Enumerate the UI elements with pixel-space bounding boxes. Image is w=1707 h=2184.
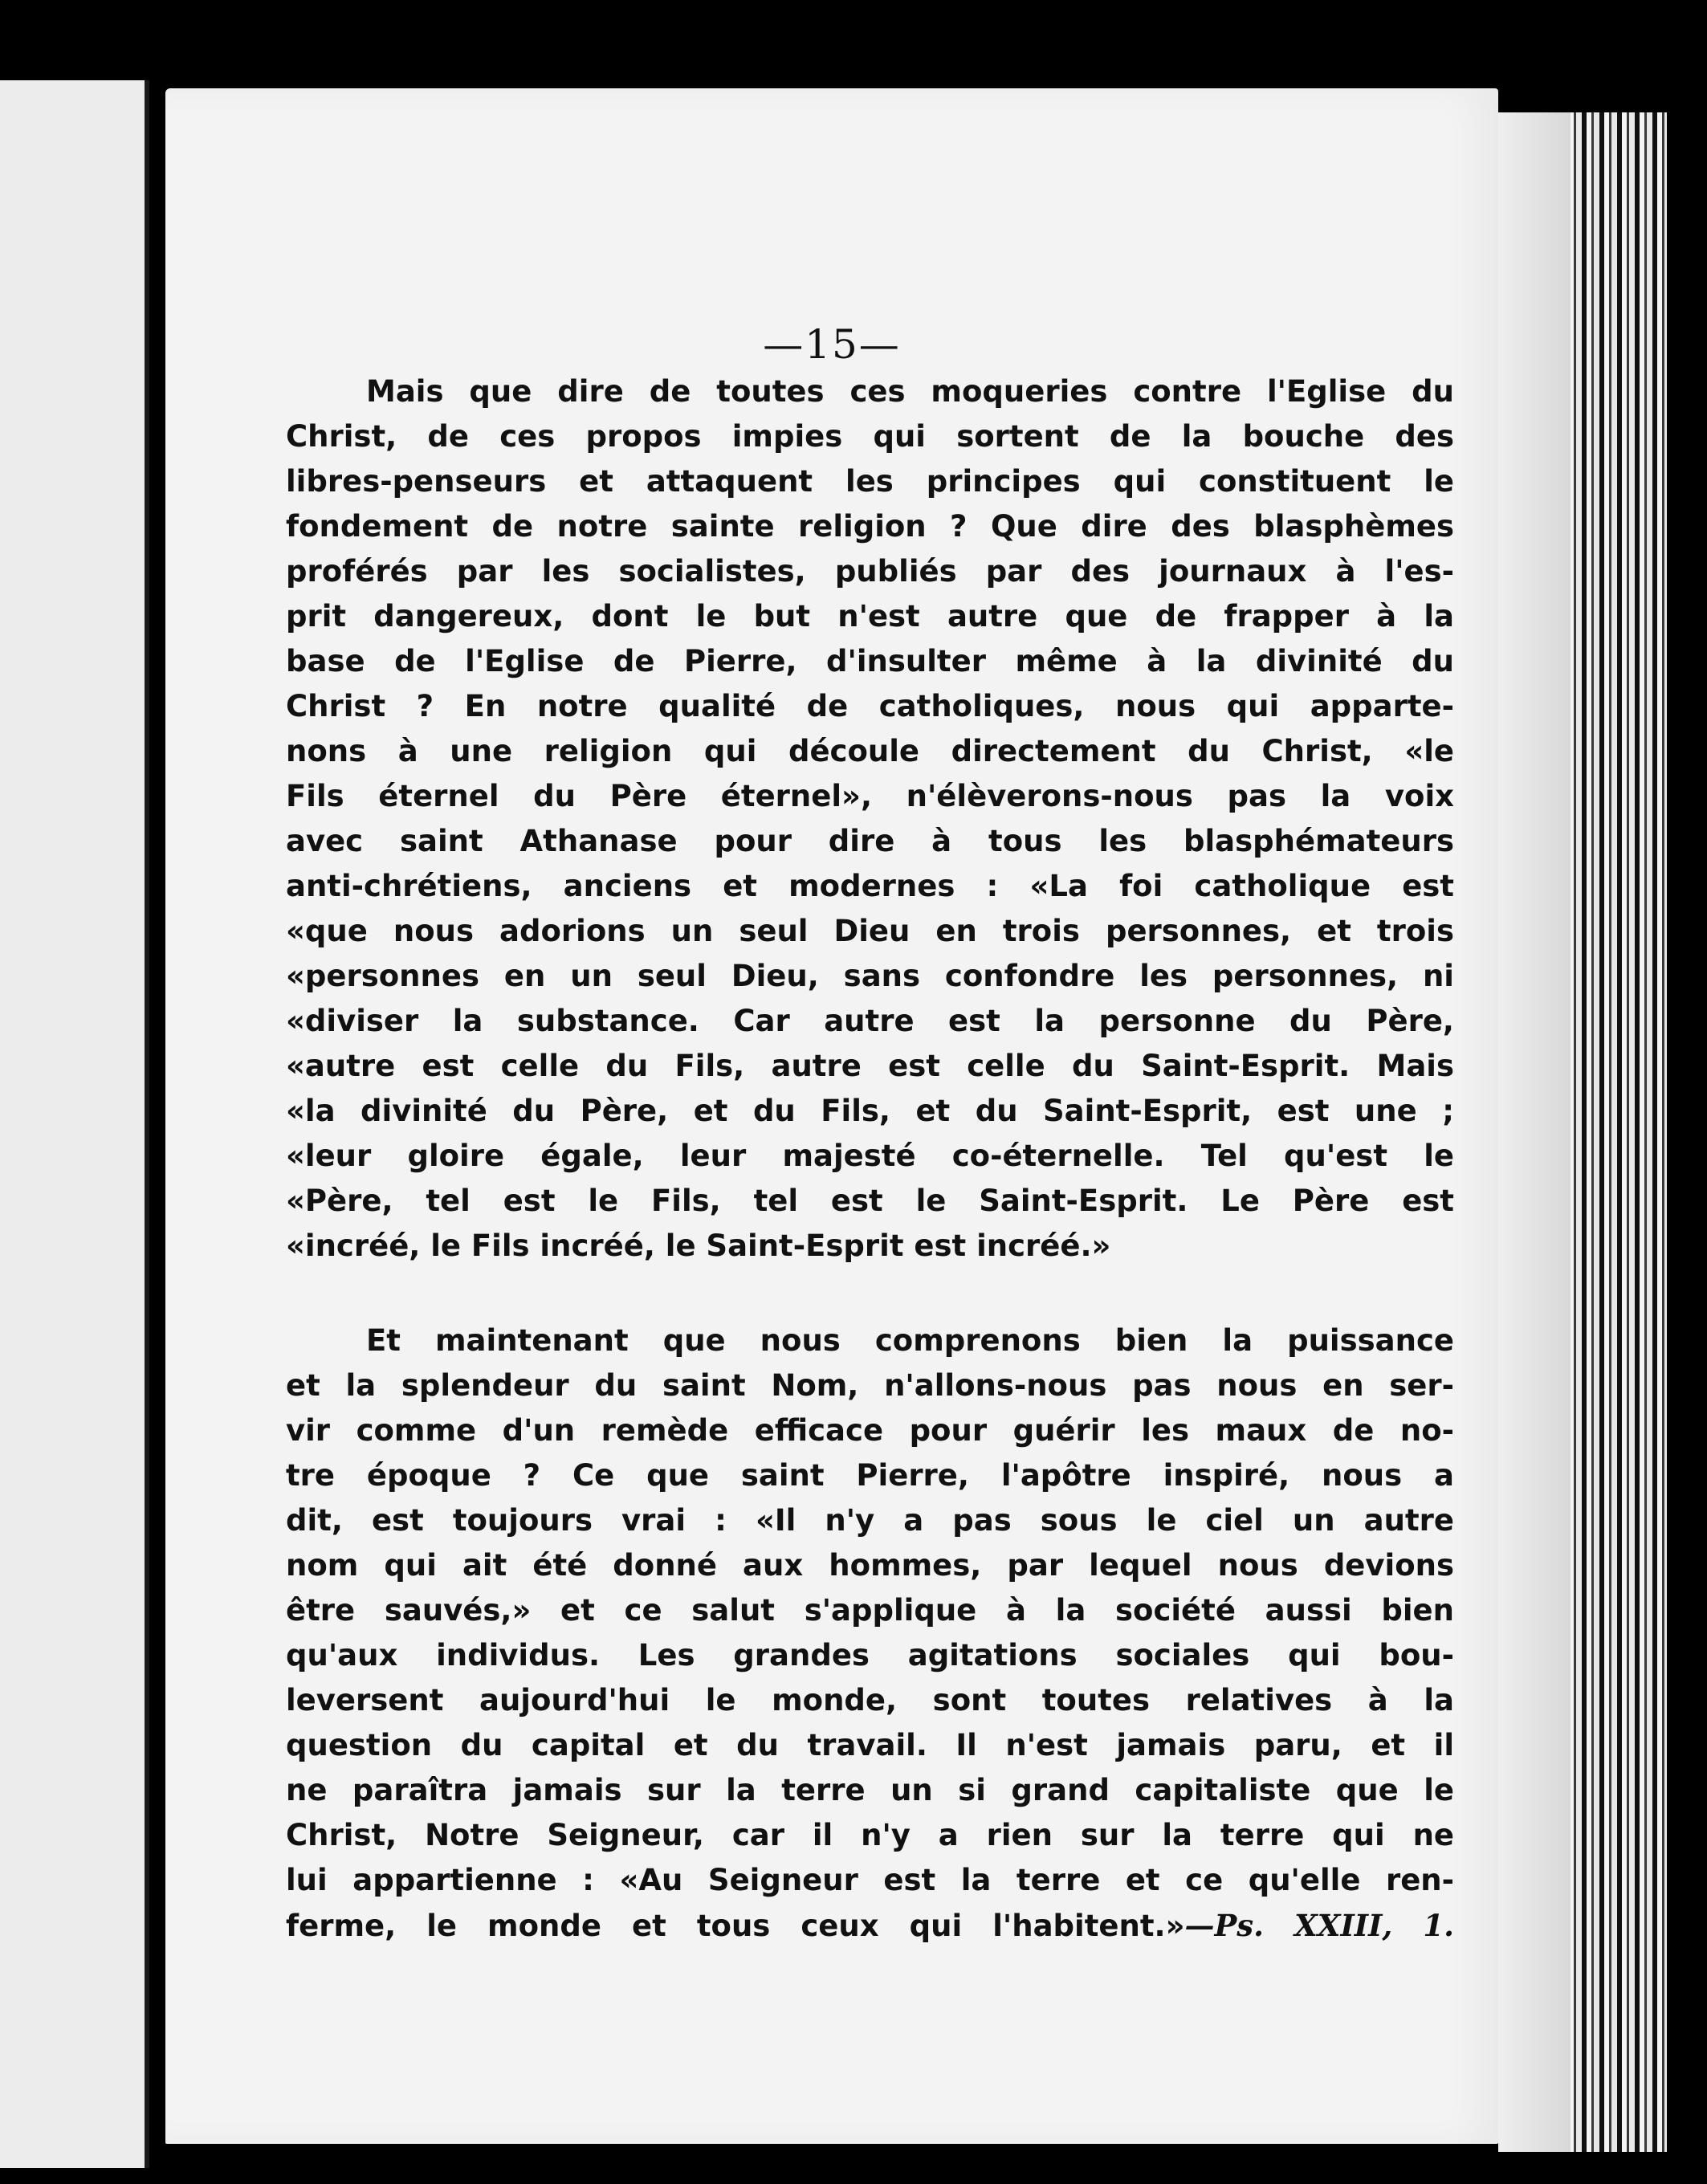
text-line: et la splendeur du saint Nom, n'allons-nous pas nous en ser-	[286, 1368, 1454, 1403]
text-line: Christ, Notre Seigneur, car il n'y a rien sur la terre qui ne	[286, 1818, 1454, 1852]
text-line: nons à une religion qui découle directement du Christ, «le	[286, 734, 1454, 768]
text-line: nom qui ait été donné aux hommes, par lequel nous devions	[286, 1548, 1454, 1583]
text-line: «Père, tel est le Fils, tel est le Saint-Esprit. Le Père est	[286, 1184, 1454, 1218]
text-line: «incréé, le Fils incréé, le Saint-Esprit est incréé.»	[286, 1228, 1111, 1263]
text-line: prit dangereux, dont le but n'est autre que de frapper à la	[286, 599, 1454, 634]
text-line: base de l'Eglise de Pierre, d'insulter même à la divinité du	[286, 644, 1454, 678]
paragraph-gap	[286, 1269, 1454, 1318]
text-line: «que nous adorions un seul Dieu en trois personnes, et trois	[286, 914, 1454, 948]
text-line: Mais que dire de toutes ces moqueries contre l'Eglise du	[366, 374, 1454, 409]
text-line: «la divinité du Père, et du Fils, et du Saint-Esprit, est une ;	[286, 1094, 1454, 1128]
text-line: ne paraîtra jamais sur la terre un si grand capitaliste que le	[286, 1773, 1454, 1807]
text-line: leversent aujourd'hui le monde, sont toutes relatives à la	[286, 1683, 1454, 1717]
text-line: vir comme d'un remède efficace pour guérir les maux de no-	[286, 1413, 1454, 1448]
text-line-content: ferme, le monde et tous ceux qui l'habitent.»	[286, 1909, 1185, 1943]
text-line: anti-chrétiens, anciens et modernes : «La foi catholique est	[286, 869, 1454, 903]
text-line: «diviser la substance. Car autre est la personne du Père,	[286, 1004, 1454, 1038]
scripture-citation: —Ps. XXIII, 1.	[1184, 1908, 1454, 1943]
text-line: question du capital et du travail. Il n'est jamais paru, et il	[286, 1728, 1454, 1762]
text-line: tre époque ? Ce que saint Pierre, l'apôtre inspiré, nous a	[286, 1458, 1454, 1493]
last-text-line	[286, 1903, 1454, 1948]
page-stack-edges	[1498, 112, 1667, 2152]
text-line: fondement de notre sainte religion ? Que dire des blasphèmes	[286, 509, 1454, 544]
paragraph-2	[286, 1318, 1454, 1948]
book-page	[165, 88, 1498, 2144]
text-line: proférés par les socialistes, publiés par des journaux à l'es-	[286, 554, 1454, 589]
page-number: —15—	[763, 321, 901, 368]
text-line: dit, est toujours vrai : «Il n'y a pas sous le ciel un autre	[286, 1503, 1454, 1538]
text-line: Christ, de ces propos impies qui sortent de la bouche des	[286, 419, 1454, 454]
text-line: Et maintenant que nous comprenons bien la puissance	[366, 1323, 1454, 1358]
text-line: lui appartienne : «Au Seigneur est la terre et ce qu'elle ren-	[286, 1863, 1454, 1897]
text-line: libres-penseurs et attaquent les principes qui constituent le	[286, 464, 1454, 499]
paragraph-1	[286, 369, 1454, 1269]
text-line: Christ ? En notre qualité de catholiques, nous qui apparte-	[286, 689, 1454, 723]
text-line: «leur gloire égale, leur majesté co-éternelle. Tel qu'est le	[286, 1139, 1454, 1173]
text-line: qu'aux individus. Les grandes agitations sociales qui bou-	[286, 1638, 1454, 1673]
previous-page-edge	[0, 80, 149, 2168]
text-line: être sauvés,» et ce salut s'applique à la société aussi bien	[286, 1593, 1454, 1628]
text-line: avec saint Athanase pour dire à tous les blasphémateurs	[286, 824, 1454, 858]
page-text	[286, 369, 1454, 1948]
text-line: «autre est celle du Fils, autre est celle du Saint-Esprit. Mais	[286, 1049, 1454, 1083]
text-line: Fils éternel du Père éternel», n'élèverons-nous pas la voix	[286, 779, 1454, 813]
text-line: «personnes en un seul Dieu, sans confondre les personnes, ni	[286, 959, 1454, 993]
